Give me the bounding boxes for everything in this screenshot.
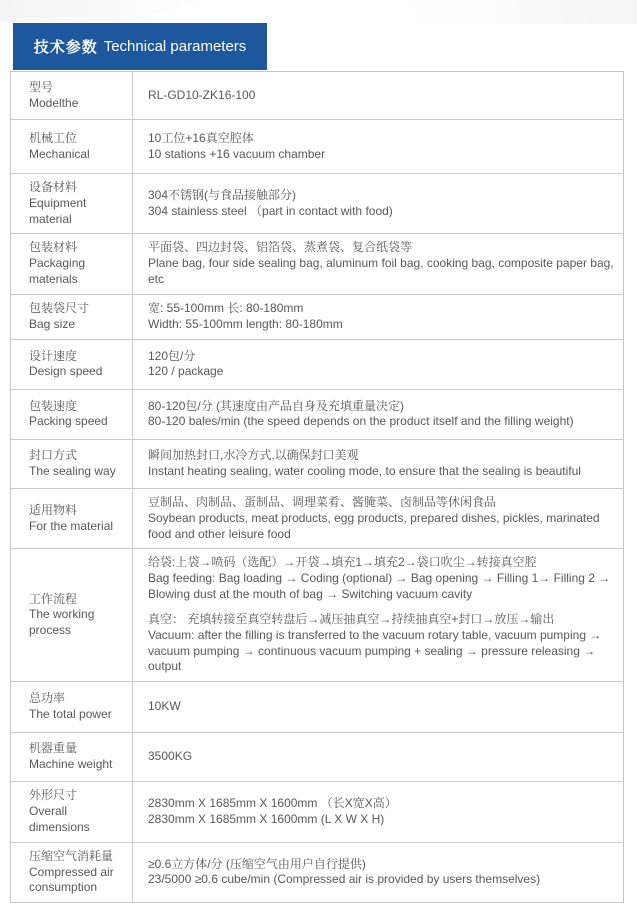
table-row-packaging-materials [11, 234, 623, 294]
param-label-en: Modelthe [29, 95, 79, 110]
table-row-sealing-way [11, 440, 623, 489]
param-label-cn: 工作流程 [29, 591, 78, 606]
param-label-en: For the material [29, 518, 114, 533]
param-value-en: Width: 55-100mm length: 80-180mm [148, 316, 343, 331]
param-label [11, 782, 133, 841]
param-value-en: 23/5000 ≥0.6 cube/min (Compressed air is provided by users themselves) [148, 872, 541, 887]
table-row-total-power [11, 682, 623, 733]
param-label [11, 72, 133, 119]
param-label-cn: 压缩空气消耗量 [29, 848, 114, 863]
param-value-cn: 豆制品、肉制品、蛋制品、调理菜肴、酱腌菜、卤制品等休闲食品 [148, 494, 497, 509]
param-label-cn: 机械工位 [29, 130, 78, 145]
param-label [11, 234, 133, 293]
param-value-cn: RL-GD10-ZK16-100 [148, 87, 256, 102]
param-label-en: Packaging materials [29, 256, 86, 287]
param-value [133, 120, 623, 173]
table-row-model [11, 72, 623, 120]
param-label [11, 682, 133, 732]
param-value-cn: 真空： 充填转接至真空转盘后→减压抽真空→持续抽真空+封口→放压→输出 [148, 611, 555, 626]
param-label [11, 390, 133, 439]
param-label [11, 174, 133, 233]
param-value-en: 304 stainless steel （part in contact with food) [148, 203, 393, 218]
table-row-compressed-air [11, 843, 623, 902]
param-label-en: Machine weight [29, 757, 113, 772]
table-row-design-speed [11, 340, 623, 390]
param-value [133, 340, 623, 389]
param-value-en: Bag feeding: Bag loading → Coding (optional) → Bag opening → Filling 1→ Filling 2 → Blowing dust at the mouth of bag → Switching vacuum cavity [148, 571, 611, 602]
param-value [133, 174, 623, 233]
param-value-en: Soybean products, meat products, egg products, prepared dishes, pickles, marinated food and other leisure food [148, 510, 600, 541]
param-label-cn: 型号 [29, 79, 54, 94]
param-label-en: Mechanical [29, 146, 90, 161]
param-label [11, 549, 133, 681]
param-label-cn: 总功率 [29, 691, 66, 706]
process-vacuum-group [148, 612, 617, 675]
param-value-en: Instant heating sealing, water cooling mode, to ensure that the sealing is beautiful [148, 463, 581, 478]
process-bag-feeding-group [148, 555, 617, 602]
table-row-packing-speed [11, 390, 623, 440]
param-value-cn: 120包/分 [148, 348, 196, 363]
param-value-cn: 3500KG [148, 749, 193, 764]
param-value [133, 440, 623, 488]
param-label-cn: 包装速度 [29, 398, 78, 413]
param-label-en: The total power [29, 707, 112, 722]
param-value [133, 295, 623, 339]
table-row-equipment-material [11, 174, 623, 234]
param-value [133, 489, 623, 548]
spec-table [10, 71, 624, 903]
param-value [133, 390, 623, 439]
banner-title-cn: 技术参数 [33, 39, 98, 56]
param-value [133, 682, 623, 732]
param-value-cn: 宽: 55-100mm 长: 80-180mm [148, 301, 304, 316]
background-shade-left [0, 0, 210, 22]
param-label-en: Equipment material [29, 195, 87, 226]
param-value-cn: 2830mm X 1685mm X 1600mm （长X宽X高） [148, 796, 397, 811]
param-label [11, 843, 133, 902]
param-value-cn: 304不锈钢(与食品接触部分) [148, 187, 297, 202]
param-label-cn: 外形尺寸 [29, 788, 78, 803]
param-label [11, 340, 133, 389]
param-label-en: Compressed air consumption [29, 864, 114, 895]
param-label-en: Design speed [29, 364, 103, 379]
param-value [133, 782, 623, 841]
param-value-cn: 10KW [148, 699, 181, 714]
param-label-cn: 封口方式 [29, 448, 78, 463]
table-row-overall-dimensions [11, 782, 623, 842]
param-value-cn: 平面袋、四边封袋、铝箔袋、蒸煮袋、复合纸袋等 [148, 240, 413, 255]
param-value-en: 120 / package [148, 364, 224, 379]
param-value-en: Plane bag, four side sealing bag, aluminum foil bag, cooking bag, composite paper bag, etc [148, 256, 614, 287]
param-value [133, 549, 623, 681]
param-value-en: 10 stations +16 vacuum chamber [148, 146, 326, 161]
param-value-cn: 给袋:上袋→喷码（选配）→开袋→填充1→填充2→袋口吹尘→转接真空腔 [148, 555, 537, 570]
param-value-cn: 10工位+16真空腔体 [148, 130, 254, 145]
param-label-cn: 包装袋尺寸 [29, 301, 90, 316]
param-label [11, 295, 133, 339]
param-value [133, 72, 623, 119]
param-value-cn: ≥0.6立方体/分 (压缩空气由用户自行提供) [148, 856, 366, 871]
param-value-en: 2830mm X 1685mm X 1600mm (L X W X H) [148, 811, 385, 826]
table-row-machine-weight [11, 733, 623, 782]
param-value-cn: 80-120包/分 (其速度由产品自身及充填重量决定) [148, 398, 405, 413]
param-label-en: Overall dimensions [29, 804, 90, 834]
param-value [133, 843, 623, 902]
param-label-cn: 适用物料 [29, 502, 78, 517]
table-row-for-the-material [11, 489, 623, 549]
param-value [133, 733, 623, 781]
tech-params-banner [13, 23, 267, 70]
param-label-en: Packing speed [29, 414, 108, 429]
background-shade-right [407, 0, 637, 24]
param-label [11, 440, 133, 488]
param-label [11, 489, 133, 548]
table-row-working-process [11, 549, 623, 682]
param-label-en: The working process [29, 607, 95, 638]
table-row-bag-size [11, 295, 623, 340]
param-value-cn: 瞬间加热封口,水冷方式,以确保封口美观 [148, 448, 359, 463]
param-value-en: 80-120 bales/min (the speed depends on the product itself and the filling weight) [148, 414, 574, 429]
param-label-cn: 机器重量 [29, 741, 78, 756]
param-label-en: Bag size [29, 316, 76, 331]
param-value [133, 234, 623, 293]
banner-title-en: Technical parameters [103, 38, 247, 55]
param-label-cn: 包装材料 [29, 240, 78, 255]
param-value-en: Vacuum: after the filling is transferred to the vacuum rotary table, vacuum pumping → vacuum pumping → continuous vacuum pumping + sealing → pressure releasing → output [148, 627, 602, 674]
param-label-cn: 设备材料 [29, 180, 78, 194]
param-label-cn: 设计速度 [29, 348, 78, 363]
table-row-mechanical [11, 120, 623, 174]
param-label [11, 733, 133, 781]
param-label-en: The sealing way [29, 463, 116, 478]
param-label [11, 120, 133, 173]
